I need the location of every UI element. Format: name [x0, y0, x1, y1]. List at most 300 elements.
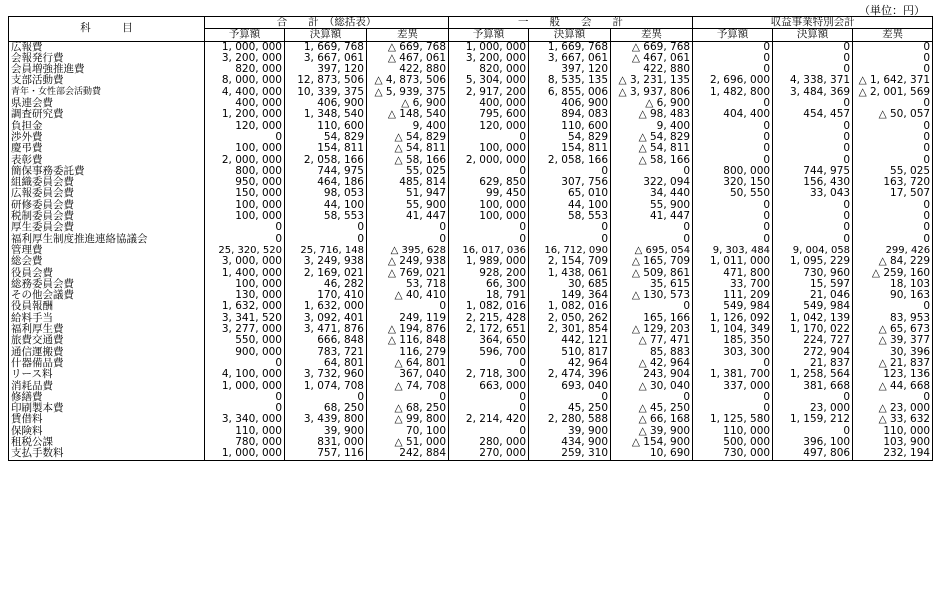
amount-cell: 2, 301, 854 — [529, 324, 611, 335]
amount-cell: △ 6, 900 — [367, 98, 449, 109]
table-row — [9, 121, 933, 132]
amount-cell: 150, 000 — [205, 188, 285, 199]
amount-cell: 2, 050, 262 — [529, 313, 611, 324]
amount-cell: 757, 116 — [285, 448, 367, 460]
amount-cell: 100, 000 — [449, 143, 529, 154]
amount-cell: 85, 883 — [611, 347, 693, 358]
amount-cell: △ 165, 709 — [611, 256, 693, 267]
amount-cell: 3, 732, 960 — [285, 369, 367, 380]
amount-cell: 123, 136 — [853, 369, 933, 380]
amount-cell: 0 — [693, 41, 773, 53]
table-row — [9, 132, 933, 143]
amount-cell: 0 — [773, 143, 853, 154]
row-label: 負担金 — [9, 121, 205, 132]
amount-cell: 0 — [449, 234, 529, 245]
amount-cell: △ 194, 876 — [367, 324, 449, 335]
amount-cell: 1, 074, 708 — [285, 381, 367, 392]
amount-cell: 0 — [693, 53, 773, 64]
amount-cell: 0 — [693, 98, 773, 109]
amount-cell: △ 30, 040 — [611, 381, 693, 392]
amount-cell: 1, 000, 000 — [205, 448, 285, 460]
amount-cell: △ 39, 377 — [853, 335, 933, 346]
amount-cell: 1, 170, 022 — [773, 324, 853, 335]
amount-cell: 21, 046 — [773, 290, 853, 301]
table-row — [9, 381, 933, 392]
amount-cell: 0 — [773, 132, 853, 143]
amount-cell: 0 — [773, 98, 853, 109]
amount-cell: 400, 000 — [205, 98, 285, 109]
row-label: 賃借料 — [9, 414, 205, 425]
amount-cell: 0 — [853, 234, 933, 245]
amount-cell: △ 33, 632 — [853, 414, 933, 425]
row-label: 福利厚生費 — [9, 324, 205, 335]
amount-cell: 0 — [611, 166, 693, 177]
table-row — [9, 347, 933, 358]
amount-cell: 406, 900 — [529, 98, 611, 109]
amount-cell: 0 — [449, 166, 529, 177]
group-header-general: 一 般 会 計 — [449, 17, 693, 29]
amount-cell: 497, 806 — [773, 448, 853, 460]
amount-cell: 65, 010 — [529, 188, 611, 199]
amount-cell: 0 — [773, 53, 853, 64]
amount-cell: 16, 017, 036 — [449, 245, 529, 256]
amount-cell: 280, 000 — [449, 437, 529, 448]
amount-cell: △ 769, 021 — [367, 268, 449, 279]
amount-cell: 2, 058, 166 — [285, 155, 367, 166]
amount-cell: 0 — [449, 392, 529, 403]
amount-cell: 780, 000 — [205, 437, 285, 448]
amount-cell: 0 — [529, 392, 611, 403]
amount-cell: 0 — [693, 200, 773, 211]
row-label: 県連会費 — [9, 98, 205, 109]
amount-cell: 2, 696, 000 — [693, 75, 773, 86]
row-label: 組織委員会費 — [9, 177, 205, 188]
row-label: 通信運搬費 — [9, 347, 205, 358]
amount-cell: △ 669, 768 — [367, 41, 449, 53]
amount-cell: 0 — [853, 98, 933, 109]
amount-cell: △ 54, 811 — [611, 143, 693, 154]
amount-cell: 39, 900 — [285, 426, 367, 437]
amount-cell: 0 — [853, 392, 933, 403]
subcol-actual: 決算額 — [529, 29, 611, 41]
amount-cell: 9, 004, 058 — [773, 245, 853, 256]
amount-cell: 442, 121 — [529, 335, 611, 346]
amount-cell: 58, 553 — [529, 211, 611, 222]
amount-cell: 730, 000 — [693, 448, 773, 460]
amount-cell: 2, 214, 420 — [449, 414, 529, 425]
amount-cell: 0 — [853, 64, 933, 75]
amount-cell: △ 1, 642, 371 — [853, 75, 933, 86]
amount-cell: 0 — [693, 121, 773, 132]
table-row — [9, 437, 933, 448]
amount-cell: 53, 718 — [367, 279, 449, 290]
amount-cell: △ 84, 229 — [853, 256, 933, 267]
amount-cell: 406, 900 — [285, 98, 367, 109]
table-row — [9, 222, 933, 233]
amount-cell: △ 4, 873, 506 — [367, 75, 449, 86]
amount-cell: 1, 082, 016 — [529, 301, 611, 312]
amount-cell: 9, 303, 484 — [693, 245, 773, 256]
amount-cell: 795, 600 — [449, 109, 529, 120]
amount-cell: 0 — [693, 358, 773, 369]
table-row — [9, 268, 933, 279]
amount-cell: 25, 320, 520 — [205, 245, 285, 256]
amount-cell: 10, 339, 375 — [285, 87, 367, 98]
subcol-budget: 予算額 — [449, 29, 529, 41]
amount-cell: 0 — [693, 132, 773, 143]
amount-cell: 42, 964 — [529, 358, 611, 369]
amount-cell: 364, 650 — [449, 335, 529, 346]
amount-cell: 170, 410 — [285, 290, 367, 301]
amount-cell: △ 65, 673 — [853, 324, 933, 335]
amount-cell: △ 116, 848 — [367, 335, 449, 346]
group-header-profit: 収益事業特別会計 — [693, 17, 933, 29]
amount-cell: 800, 000 — [205, 166, 285, 177]
amount-cell: 0 — [853, 211, 933, 222]
amount-cell: 0 — [611, 301, 693, 312]
amount-cell: 396, 100 — [773, 437, 853, 448]
amount-cell: 397, 120 — [529, 64, 611, 75]
amount-cell: △ 259, 160 — [853, 268, 933, 279]
amount-cell: 299, 426 — [853, 245, 933, 256]
table-row — [9, 211, 933, 222]
amount-cell: 3, 200, 000 — [205, 53, 285, 64]
amount-cell: 30, 396 — [853, 347, 933, 358]
amount-cell: 500, 000 — [693, 437, 773, 448]
amount-cell: 110, 000 — [853, 426, 933, 437]
amount-cell: 55, 025 — [853, 166, 933, 177]
amount-cell: 15, 597 — [773, 279, 853, 290]
amount-cell: 831, 000 — [285, 437, 367, 448]
amount-cell: 0 — [853, 132, 933, 143]
amount-cell: 0 — [449, 403, 529, 414]
amount-cell: 1, 200, 000 — [205, 109, 285, 120]
amount-cell: △ 50, 057 — [853, 109, 933, 120]
amount-cell: 3, 200, 000 — [449, 53, 529, 64]
amount-cell: 66, 300 — [449, 279, 529, 290]
table-row — [9, 256, 933, 267]
amount-cell: 90, 163 — [853, 290, 933, 301]
amount-cell: 100, 000 — [205, 279, 285, 290]
amount-cell: 232, 194 — [853, 448, 933, 460]
row-label: 管理費 — [9, 245, 205, 256]
amount-cell: 422, 880 — [367, 64, 449, 75]
amount-cell: 596, 700 — [449, 347, 529, 358]
amount-cell: △ 6, 900 — [611, 98, 693, 109]
amount-cell: 9, 400 — [611, 121, 693, 132]
amount-cell: 744, 975 — [285, 166, 367, 177]
amount-cell: 70, 100 — [367, 426, 449, 437]
row-label: 総会費 — [9, 256, 205, 267]
amount-cell: 549, 984 — [773, 301, 853, 312]
amount-cell: 0 — [529, 222, 611, 233]
amount-cell: 0 — [853, 200, 933, 211]
row-label: その他会議費 — [9, 290, 205, 301]
amount-cell: 120, 000 — [449, 121, 529, 132]
table-row — [9, 143, 933, 154]
amount-cell: 744, 975 — [773, 166, 853, 177]
amount-cell: 16, 712, 090 — [529, 245, 611, 256]
amount-cell: △ 467, 061 — [367, 53, 449, 64]
amount-cell: 224, 727 — [773, 335, 853, 346]
row-label: 研修委員会費 — [9, 200, 205, 211]
amount-cell: 0 — [693, 211, 773, 222]
amount-cell: 0 — [773, 155, 853, 166]
amount-cell: 242, 884 — [367, 448, 449, 460]
amount-cell: 0 — [693, 64, 773, 75]
row-label: 旅費交通費 — [9, 335, 205, 346]
row-label: 広報費 — [9, 41, 205, 53]
unit-label: （単位：円） — [859, 4, 925, 17]
row-label: 支払手数料 — [9, 448, 205, 460]
amount-cell: 35, 615 — [611, 279, 693, 290]
row-label: 税制委員会費 — [9, 211, 205, 222]
amount-cell: 1, 042, 139 — [773, 313, 853, 324]
amount-cell: 55, 900 — [367, 200, 449, 211]
amount-cell: 0 — [773, 121, 853, 132]
table-row — [9, 53, 933, 64]
amount-cell: △ 5, 939, 375 — [367, 87, 449, 98]
amount-cell: 422, 880 — [611, 64, 693, 75]
amount-cell: 83, 953 — [853, 313, 933, 324]
amount-cell: 2, 169, 021 — [285, 268, 367, 279]
row-label: 会報発行費 — [9, 53, 205, 64]
amount-cell: 454, 457 — [773, 109, 853, 120]
amount-cell: 3, 667, 061 — [529, 53, 611, 64]
amount-cell: 1, 125, 580 — [693, 414, 773, 425]
amount-cell: 0 — [367, 301, 449, 312]
amount-cell: △ 21, 837 — [853, 358, 933, 369]
amount-cell: 1, 632, 000 — [205, 301, 285, 312]
amount-cell: 1, 989, 000 — [449, 256, 529, 267]
table-row — [9, 414, 933, 425]
amount-cell: 4, 338, 371 — [773, 75, 853, 86]
amount-cell: 100, 000 — [205, 211, 285, 222]
amount-cell: 0 — [529, 166, 611, 177]
amount-cell: 485, 814 — [367, 177, 449, 188]
table-row — [9, 166, 933, 177]
amount-cell: 64, 801 — [285, 358, 367, 369]
amount-cell: 10, 690 — [611, 448, 693, 460]
amount-cell: 55, 900 — [611, 200, 693, 211]
amount-cell: △ 3, 937, 806 — [611, 87, 693, 98]
amount-cell: 2, 154, 709 — [529, 256, 611, 267]
amount-cell: 1, 126, 092 — [693, 313, 773, 324]
amount-cell: 307, 756 — [529, 177, 611, 188]
amount-cell: 0 — [773, 211, 853, 222]
row-label: 什器備品費 — [9, 358, 205, 369]
amount-cell: △ 54, 829 — [367, 132, 449, 143]
row-label: 渉外費 — [9, 132, 205, 143]
row-label: 表彰費 — [9, 155, 205, 166]
amount-cell: 0 — [693, 392, 773, 403]
table-row — [9, 87, 933, 98]
amount-cell: 381, 668 — [773, 381, 853, 392]
amount-cell: 4, 100, 000 — [205, 369, 285, 380]
amount-cell: 510, 817 — [529, 347, 611, 358]
amount-cell: 337, 000 — [693, 381, 773, 392]
amount-cell: 110, 600 — [529, 121, 611, 132]
amount-cell: 3, 092, 401 — [285, 313, 367, 324]
row-label: 役員会費 — [9, 268, 205, 279]
row-label: 会員増強推進費 — [9, 64, 205, 75]
amount-cell: 0 — [285, 234, 367, 245]
amount-cell: 156, 430 — [773, 177, 853, 188]
row-label: 広報委員会費 — [9, 188, 205, 199]
amount-cell: 0 — [853, 41, 933, 53]
amount-cell: 303, 300 — [693, 347, 773, 358]
amount-cell: 154, 811 — [285, 143, 367, 154]
amount-cell: 149, 364 — [529, 290, 611, 301]
amount-cell: 1, 082, 016 — [449, 301, 529, 312]
subcol-budget: 予算額 — [693, 29, 773, 41]
amount-cell: △ 54, 829 — [611, 132, 693, 143]
amount-cell: 0 — [773, 234, 853, 245]
amount-cell: 0 — [367, 234, 449, 245]
row-label: 総務委員会費 — [9, 279, 205, 290]
amount-cell: 2, 172, 651 — [449, 324, 529, 335]
amount-cell: 17, 507 — [853, 188, 933, 199]
amount-cell: 629, 850 — [449, 177, 529, 188]
table-row — [9, 335, 933, 346]
amount-cell: 12, 873, 506 — [285, 75, 367, 86]
amount-cell: 928, 200 — [449, 268, 529, 279]
amount-cell: 0 — [853, 53, 933, 64]
amount-cell: 2, 000, 000 — [449, 155, 529, 166]
amount-cell: 693, 040 — [529, 381, 611, 392]
amount-cell: 249, 119 — [367, 313, 449, 324]
subcol-actual: 決算額 — [773, 29, 853, 41]
table-row — [9, 188, 933, 199]
amount-cell: 730, 960 — [773, 268, 853, 279]
amount-cell: 0 — [449, 426, 529, 437]
amount-cell: △ 40, 410 — [367, 290, 449, 301]
amount-cell: 3, 439, 800 — [285, 414, 367, 425]
amount-cell: 0 — [205, 392, 285, 403]
amount-cell: △ 669, 768 — [611, 41, 693, 53]
amount-cell: 110, 000 — [693, 426, 773, 437]
amount-cell: 1, 669, 768 — [529, 41, 611, 53]
amount-cell: △ 44, 668 — [853, 381, 933, 392]
amount-cell: 820, 000 — [205, 64, 285, 75]
amount-cell: △ 45, 250 — [611, 403, 693, 414]
amount-cell: 800, 000 — [693, 166, 773, 177]
amount-cell: 8, 535, 135 — [529, 75, 611, 86]
amount-cell: 2, 000, 000 — [205, 155, 285, 166]
amount-cell: 0 — [853, 222, 933, 233]
amount-cell: 21, 837 — [773, 358, 853, 369]
amount-cell: △ 64, 801 — [367, 358, 449, 369]
amount-cell: 1, 381, 700 — [693, 369, 773, 380]
amount-cell: 4, 400, 000 — [205, 87, 285, 98]
amount-cell: 272, 904 — [773, 347, 853, 358]
amount-cell: △ 74, 708 — [367, 381, 449, 392]
amount-cell: 1, 095, 229 — [773, 256, 853, 267]
amount-cell: 44, 100 — [529, 200, 611, 211]
amount-cell: 55, 025 — [367, 166, 449, 177]
amount-cell: 1, 000, 000 — [205, 41, 285, 53]
amount-cell: △ 148, 540 — [367, 109, 449, 120]
row-label: 福利厚生制度推進連絡協議会 — [9, 234, 205, 245]
amount-cell: 0 — [773, 222, 853, 233]
table-row — [9, 155, 933, 166]
amount-cell: 34, 440 — [611, 188, 693, 199]
amount-cell: 50, 550 — [693, 188, 773, 199]
amount-cell: 3, 340, 000 — [205, 414, 285, 425]
amount-cell: 1, 000, 000 — [449, 41, 529, 53]
item-header: 科 目 — [9, 17, 205, 42]
amount-cell: 110, 000 — [205, 426, 285, 437]
amount-cell: 550, 000 — [205, 335, 285, 346]
row-label: 印刷製本費 — [9, 403, 205, 414]
amount-cell: 0 — [285, 392, 367, 403]
amount-cell: 259, 310 — [529, 448, 611, 460]
amount-cell: 18, 791 — [449, 290, 529, 301]
amount-cell: 110, 600 — [285, 121, 367, 132]
amount-cell: △ 58, 166 — [367, 155, 449, 166]
amount-cell: 0 — [529, 234, 611, 245]
row-label: 青年・女性部会活動費 — [9, 87, 205, 98]
amount-cell: 1, 482, 800 — [693, 87, 773, 98]
amount-cell: 322, 094 — [611, 177, 693, 188]
amount-cell: 0 — [205, 132, 285, 143]
amount-cell: 3, 471, 876 — [285, 324, 367, 335]
amount-cell: 5, 304, 000 — [449, 75, 529, 86]
amount-cell: 0 — [693, 155, 773, 166]
table-row — [9, 200, 933, 211]
amount-cell: 33, 700 — [693, 279, 773, 290]
amount-cell: 0 — [773, 41, 853, 53]
row-label: 支部活動費 — [9, 75, 205, 86]
amount-cell: 320, 150 — [693, 177, 773, 188]
amount-cell: 2, 474, 396 — [529, 369, 611, 380]
amount-cell: 3, 484, 369 — [773, 87, 853, 98]
amount-cell: 0 — [693, 234, 773, 245]
amount-cell: 111, 209 — [693, 290, 773, 301]
amount-cell: 0 — [205, 403, 285, 414]
amount-cell: 54, 829 — [529, 132, 611, 143]
amount-cell: △ 66, 168 — [611, 414, 693, 425]
amount-cell: 1, 669, 768 — [285, 41, 367, 53]
amount-cell: 163, 720 — [853, 177, 933, 188]
amount-cell: 44, 100 — [285, 200, 367, 211]
amount-cell: △ 23, 000 — [853, 403, 933, 414]
amount-cell: 400, 000 — [449, 98, 529, 109]
row-label: 消耗品費 — [9, 381, 205, 392]
amount-cell: 100, 000 — [449, 200, 529, 211]
table-row — [9, 324, 933, 335]
amount-cell: 25, 716, 148 — [285, 245, 367, 256]
amount-cell: 41, 447 — [367, 211, 449, 222]
amount-cell: △ 3, 231, 135 — [611, 75, 693, 86]
row-label: 慶弔費 — [9, 143, 205, 154]
amount-cell: 0 — [853, 301, 933, 312]
amount-cell: 3, 277, 000 — [205, 324, 285, 335]
row-label: 保険料 — [9, 426, 205, 437]
subcol-diff: 差異 — [611, 29, 693, 41]
amount-cell: 549, 984 — [693, 301, 773, 312]
amount-cell: 0 — [773, 426, 853, 437]
amount-cell: 666, 848 — [285, 335, 367, 346]
amount-cell: 39, 900 — [529, 426, 611, 437]
amount-cell: 2, 280, 588 — [529, 414, 611, 425]
amount-cell: 58, 553 — [285, 211, 367, 222]
amount-cell: △ 42, 964 — [611, 358, 693, 369]
amount-cell: 0 — [367, 222, 449, 233]
amount-cell: 900, 000 — [205, 347, 285, 358]
amount-cell: 0 — [205, 358, 285, 369]
amount-cell: △ 98, 483 — [611, 109, 693, 120]
